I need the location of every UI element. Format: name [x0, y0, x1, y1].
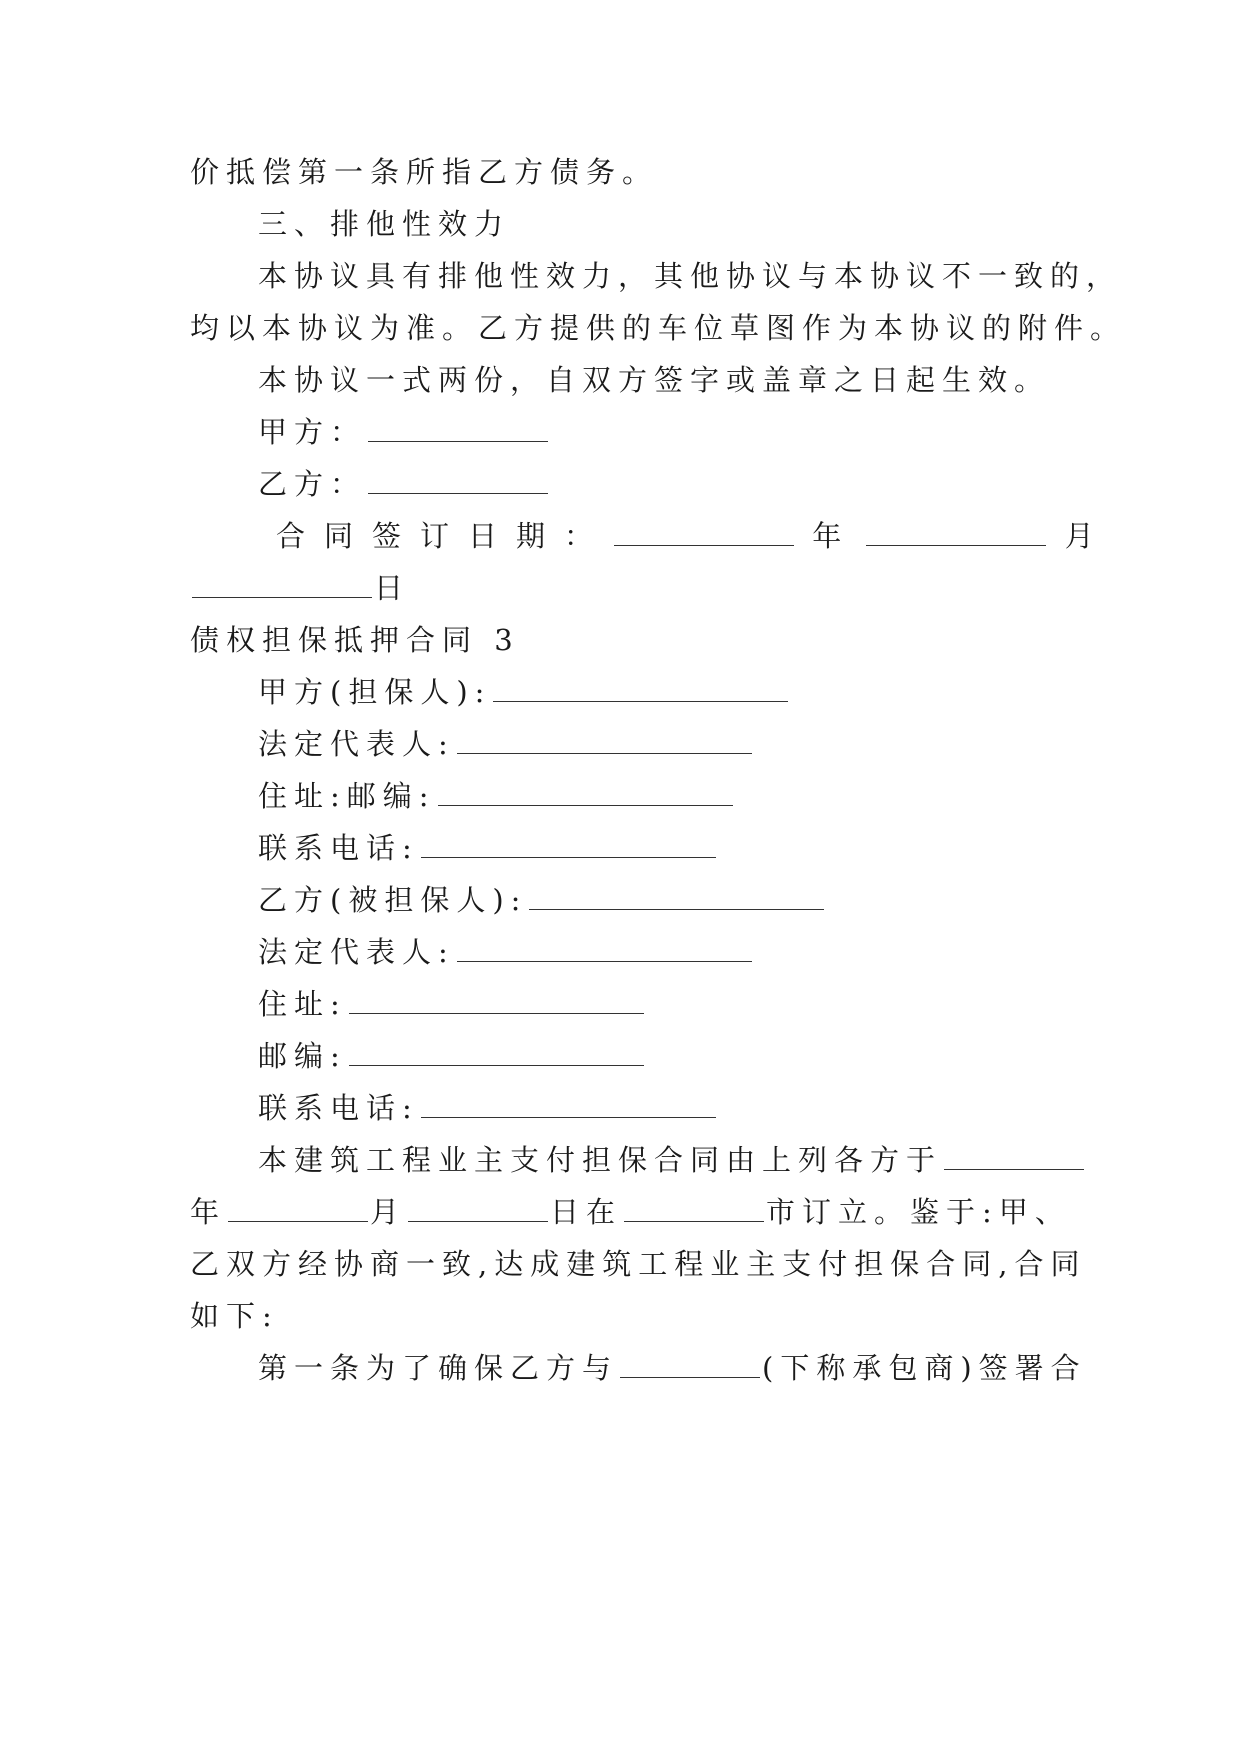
article-text: 第一条为了确保乙方与 — [258, 1351, 619, 1385]
field-phone-a — [258, 828, 1138, 868]
sign-date-line — [276, 516, 1156, 556]
para-text: 本建筑工程业主支付担保合同由上列各方于 — [258, 1143, 943, 1177]
para-year-label: 年 — [190, 1195, 227, 1229]
para-city-label: 市订立。鉴于:甲、 — [766, 1195, 1071, 1229]
text-line: 价抵偿第一条所指乙方债务。 — [190, 155, 659, 189]
field-address-postcode-a — [258, 776, 1138, 816]
text-line: 本协议一式两份，自双方签字或盖章之日起生效。 — [258, 363, 1051, 397]
party-b-blank[interactable] — [368, 467, 548, 494]
field-blank[interactable] — [421, 1091, 716, 1118]
field-blank[interactable] — [438, 779, 733, 806]
text-line: 均以本协议为准。乙方提供的车位草图作为本协议的附件。 — [190, 311, 1127, 345]
year-label: 年 — [812, 519, 849, 553]
party-b-label: 乙方： — [258, 467, 367, 501]
paragraph-line: 乙双方经协商一致,达成建筑工程业主支付担保合同,合同 — [190, 1247, 1087, 1281]
para-month-blank[interactable] — [228, 1195, 368, 1222]
field-label: 甲方(担保人): — [258, 675, 492, 709]
section-title: 债权担保抵押合同 3 — [190, 623, 520, 657]
field-phone-b — [258, 1088, 1138, 1128]
month-label: 月 — [1064, 519, 1101, 553]
field-blank[interactable] — [421, 831, 716, 858]
field-blank[interactable] — [493, 675, 788, 702]
text-line: 本协议具有排他性效力，其他协议与本协议不一致的， — [258, 259, 1123, 293]
para-date-blank[interactable] — [944, 1143, 1084, 1170]
sign-year-blank[interactable] — [614, 519, 794, 546]
field-label: 邮编: — [258, 1039, 347, 1073]
article-one-line — [258, 1348, 1138, 1388]
party-b-signature — [258, 464, 1138, 504]
field-label: 联系电话: — [258, 1091, 419, 1125]
sign-day-line — [190, 568, 1070, 608]
para-day-label: 日在 — [550, 1195, 623, 1229]
day-label: 日 — [374, 571, 411, 605]
field-legal-rep-b — [258, 932, 1138, 972]
sign-day-blank[interactable] — [192, 571, 372, 598]
article-text: (下称承包商)签署合 — [762, 1351, 1087, 1385]
field-legal-rep-a — [258, 724, 1138, 764]
field-label: 法定代表人: — [258, 727, 455, 761]
party-a-signature — [258, 412, 1138, 452]
field-blank[interactable] — [529, 883, 824, 910]
para-month-label: 月 — [370, 1195, 407, 1229]
field-address-b — [258, 984, 1138, 1024]
field-blank[interactable] — [457, 727, 752, 754]
party-a-blank[interactable] — [368, 415, 548, 442]
field-blank[interactable] — [349, 987, 644, 1014]
field-guaranteed-party — [258, 880, 1138, 920]
field-guarantor — [258, 672, 1138, 712]
field-blank[interactable] — [457, 935, 752, 962]
sign-date-label: 合同签订日期： — [276, 519, 613, 553]
para-city-blank[interactable] — [624, 1195, 764, 1222]
section-heading: 三、排他性效力 — [258, 207, 511, 241]
field-postcode-b — [258, 1036, 1138, 1076]
field-label: 住址: — [258, 987, 347, 1021]
party-a-label: 甲方： — [258, 415, 367, 449]
paragraph-line — [258, 1140, 1138, 1180]
contractor-blank[interactable] — [620, 1351, 760, 1378]
paragraph-line: 如下: — [190, 1299, 279, 1333]
field-blank[interactable] — [349, 1039, 644, 1066]
field-label: 法定代表人: — [258, 935, 455, 969]
paragraph-line — [190, 1192, 1070, 1232]
sign-month-blank[interactable] — [866, 519, 1046, 546]
field-label: 住址:邮编: — [258, 779, 436, 813]
para-day-blank[interactable] — [408, 1195, 548, 1222]
field-label: 联系电话: — [258, 831, 419, 865]
field-label: 乙方(被担保人): — [258, 883, 528, 917]
